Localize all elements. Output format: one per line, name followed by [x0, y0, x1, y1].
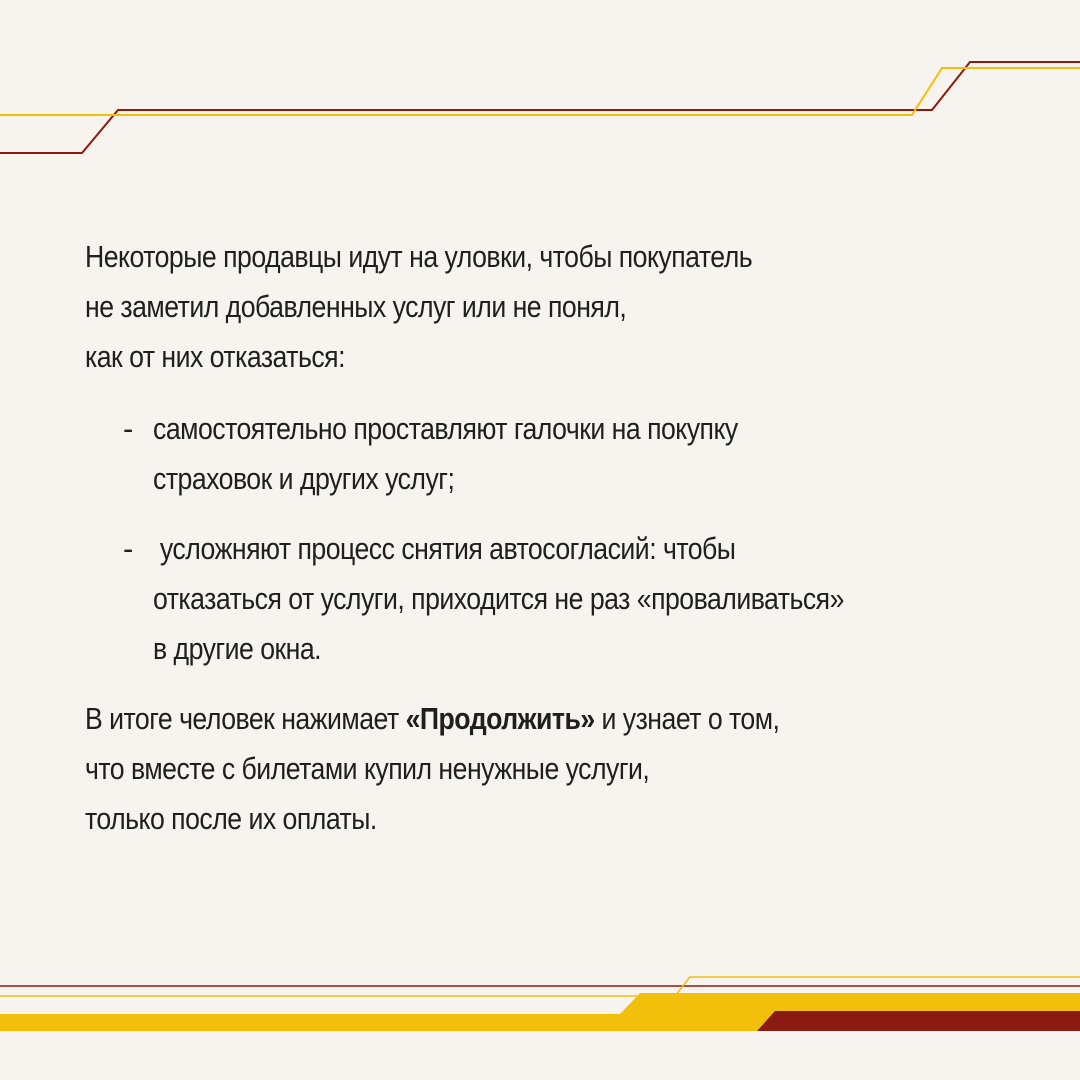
list-item-text [153, 524, 1013, 674]
list-item-text [153, 404, 1013, 504]
conclusion-line-3: только после их оплаты. [85, 801, 377, 836]
list-item-2-line-3: в другие окна. [153, 631, 322, 666]
conclusion-paragraph [85, 694, 1031, 844]
intro-line-3: как от них отказаться: [85, 339, 345, 374]
intro-line-2: не заметил добавленных услуг или не понял, [85, 289, 627, 324]
list-item [85, 404, 1045, 504]
conclusion-line-2: что вместе с билетами купил ненужные услуги, [85, 751, 650, 786]
list-item-1-line-2: страховок и других услуг; [153, 461, 455, 496]
main-text-block [85, 232, 1045, 844]
tricks-list [85, 404, 1045, 674]
list-marker: - [123, 411, 134, 446]
conclusion-line-1 [85, 694, 1031, 744]
list-item-2-line-1: усложняют процесс снятия автосогласий: чтобы [153, 531, 736, 566]
bottom-red-band [757, 1011, 1080, 1031]
list-item [85, 524, 1045, 674]
top-red-line [0, 62, 1080, 153]
conclusion-text-before: В итоге человек нажимает [85, 701, 406, 736]
conclusion-text-after: и узнает о том, [594, 701, 780, 736]
intro-line-1: Некоторые продавцы идут на уловки, чтобы покупатель [85, 239, 753, 274]
list-marker: - [123, 531, 134, 566]
list-item-1-line-1: самостоятельно проставляют галочки на покупку [153, 411, 738, 446]
list-item-2-line-2: отказаться от услуги, приходится не раз «проваливаться» [153, 581, 844, 616]
intro-paragraph [85, 232, 1031, 382]
continue-button-label: «Продолжить» [405, 701, 595, 736]
top-yellow-line [0, 68, 1080, 115]
